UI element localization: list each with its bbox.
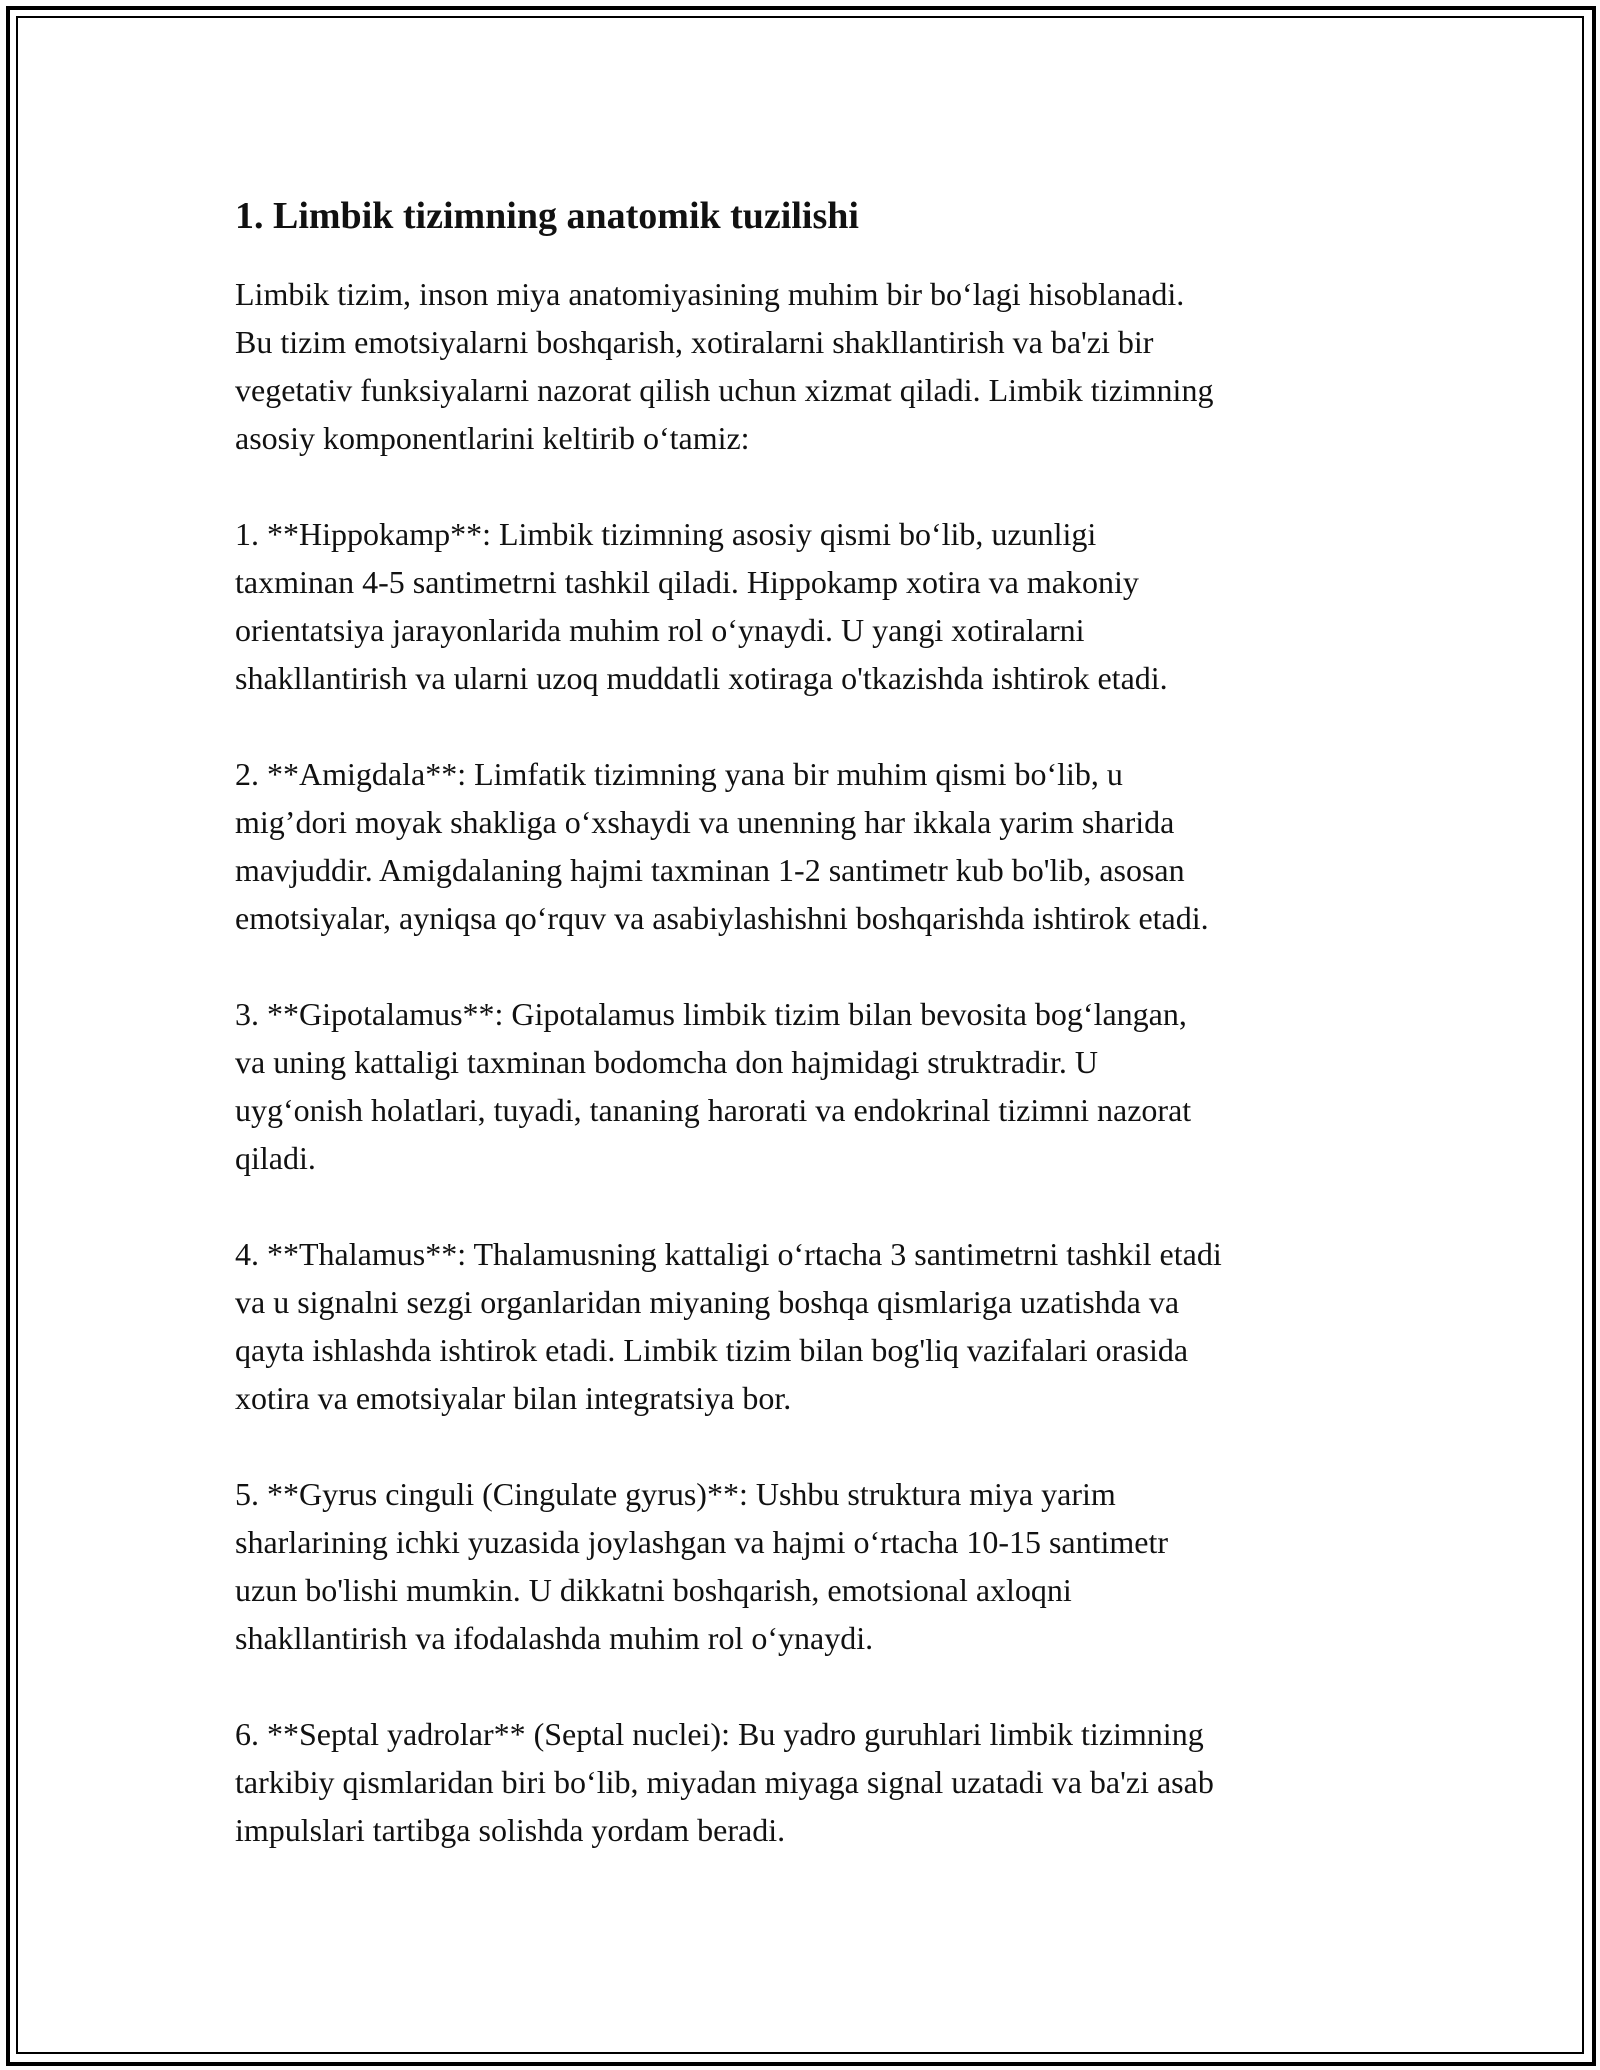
text-line: vegetativ funksiyalarni nazorat qilish uchun xizmat qiladi. Limbik tizimning: [235, 372, 1214, 408]
text-line: 4. **Thalamus**: Thalamusning kattaligi o‘rtacha 3 santimetrni tashkil etadi: [235, 1236, 1222, 1272]
text-line: qiladi.: [235, 1140, 316, 1176]
item-thalamus: [235, 1230, 1395, 1422]
text-line: emotsiyalar, ayniqsa qo‘rquv va asabiylashishni boshqarishda ishtirok etadi.: [235, 900, 1209, 936]
text-line: 5. **Gyrus cinguli (Cingulate gyrus)**: Ushbu struktura miya yarim: [235, 1476, 1116, 1512]
text-line: mavjuddir. Amigdalaning hajmi taxminan 1-2 santimetr kub bo'lib, asosan: [235, 852, 1185, 888]
text-line: taxminan 4-5 santimetrni tashkil qiladi. Hippokamp xotira va makoniy: [235, 564, 1139, 600]
item-hippokamp: [235, 510, 1395, 702]
intro-paragraph: [235, 270, 1395, 462]
item-gyrus-cinguli: [235, 1470, 1395, 1662]
text-line: Bu tizim emotsiyalarni boshqarish, xotiralarni shakllantirish va ba'zi bir: [235, 324, 1154, 360]
text-line: uzun bo'lishi mumkin. U dikkatni boshqarish, emotsional axloqni: [235, 1572, 1072, 1608]
text-line: tarkibiy qismlaridan biri bo‘lib, miyadan miyaga signal uzatadi va ba'zi asab: [235, 1764, 1214, 1800]
section-heading: 1. Limbik tizimning anatomik tuzilishi: [235, 195, 859, 237]
item-gipotalamus: [235, 990, 1395, 1182]
text-line: mig’dori moyak shakliga o‘xshaydi va unenning har ikkala yarim sharida: [235, 804, 1175, 840]
document-body: [235, 188, 1395, 1902]
text-line: orientatsiya jarayonlarida muhim rol o‘ynaydi. U yangi xotiralarni: [235, 612, 1085, 648]
text-line: shakllantirish va ularni uzoq muddatli xotiraga o'tkazishda ishtirok etadi.: [235, 660, 1168, 696]
text-line: shakllantirish va ifodalashda muhim rol o‘ynaydi.: [235, 1620, 874, 1656]
text-line: qayta ishlashda ishtirok etadi. Limbik tizim bilan bog'liq vazifalari orasida: [235, 1332, 1189, 1368]
text-line: impulslari tartibga solishda yordam beradi.: [235, 1812, 786, 1848]
text-line: va uning kattaligi taxminan bodomcha don hajmidagi struktradir. U: [235, 1044, 1098, 1080]
text-line: xotira va emotsiyalar bilan integratsiya bor.: [235, 1380, 792, 1416]
text-line: 1. **Hippokamp**: Limbik tizimning asosiy qismi bo‘lib, uzunligi: [235, 516, 1097, 552]
text-line: sharlarining ichki yuzasida joylashgan va hajmi o‘rtacha 10-15 santimetr: [235, 1524, 1169, 1560]
text-line: asosiy komponentlarini keltirib o‘tamiz:: [235, 420, 750, 456]
text-line: 2. **Amigdala**: Limfatik tizimning yana bir muhim qismi bo‘lib, u: [235, 756, 1123, 792]
text-line: 6. **Septal yadrolar** (Septal nuclei): Bu yadro guruhlari limbik tizimning: [235, 1716, 1204, 1752]
text-line: uyg‘onish holatlari, tuyadi, tananing harorati va endokrinal tizimni nazorat: [235, 1092, 1192, 1128]
item-septal-yadrolar: [235, 1710, 1395, 1854]
text-line: Limbik tizim, inson miya anatomiyasining muhim bir bo‘lagi hisoblanadi.: [235, 276, 1185, 312]
item-amigdala: [235, 750, 1395, 942]
text-line: 3. **Gipotalamus**: Gipotalamus limbik tizim bilan bevosita bog‘langan,: [235, 996, 1187, 1032]
text-line: va u signalni sezgi organlaridan miyaning boshqa qismlariga uzatishda va: [235, 1284, 1180, 1320]
